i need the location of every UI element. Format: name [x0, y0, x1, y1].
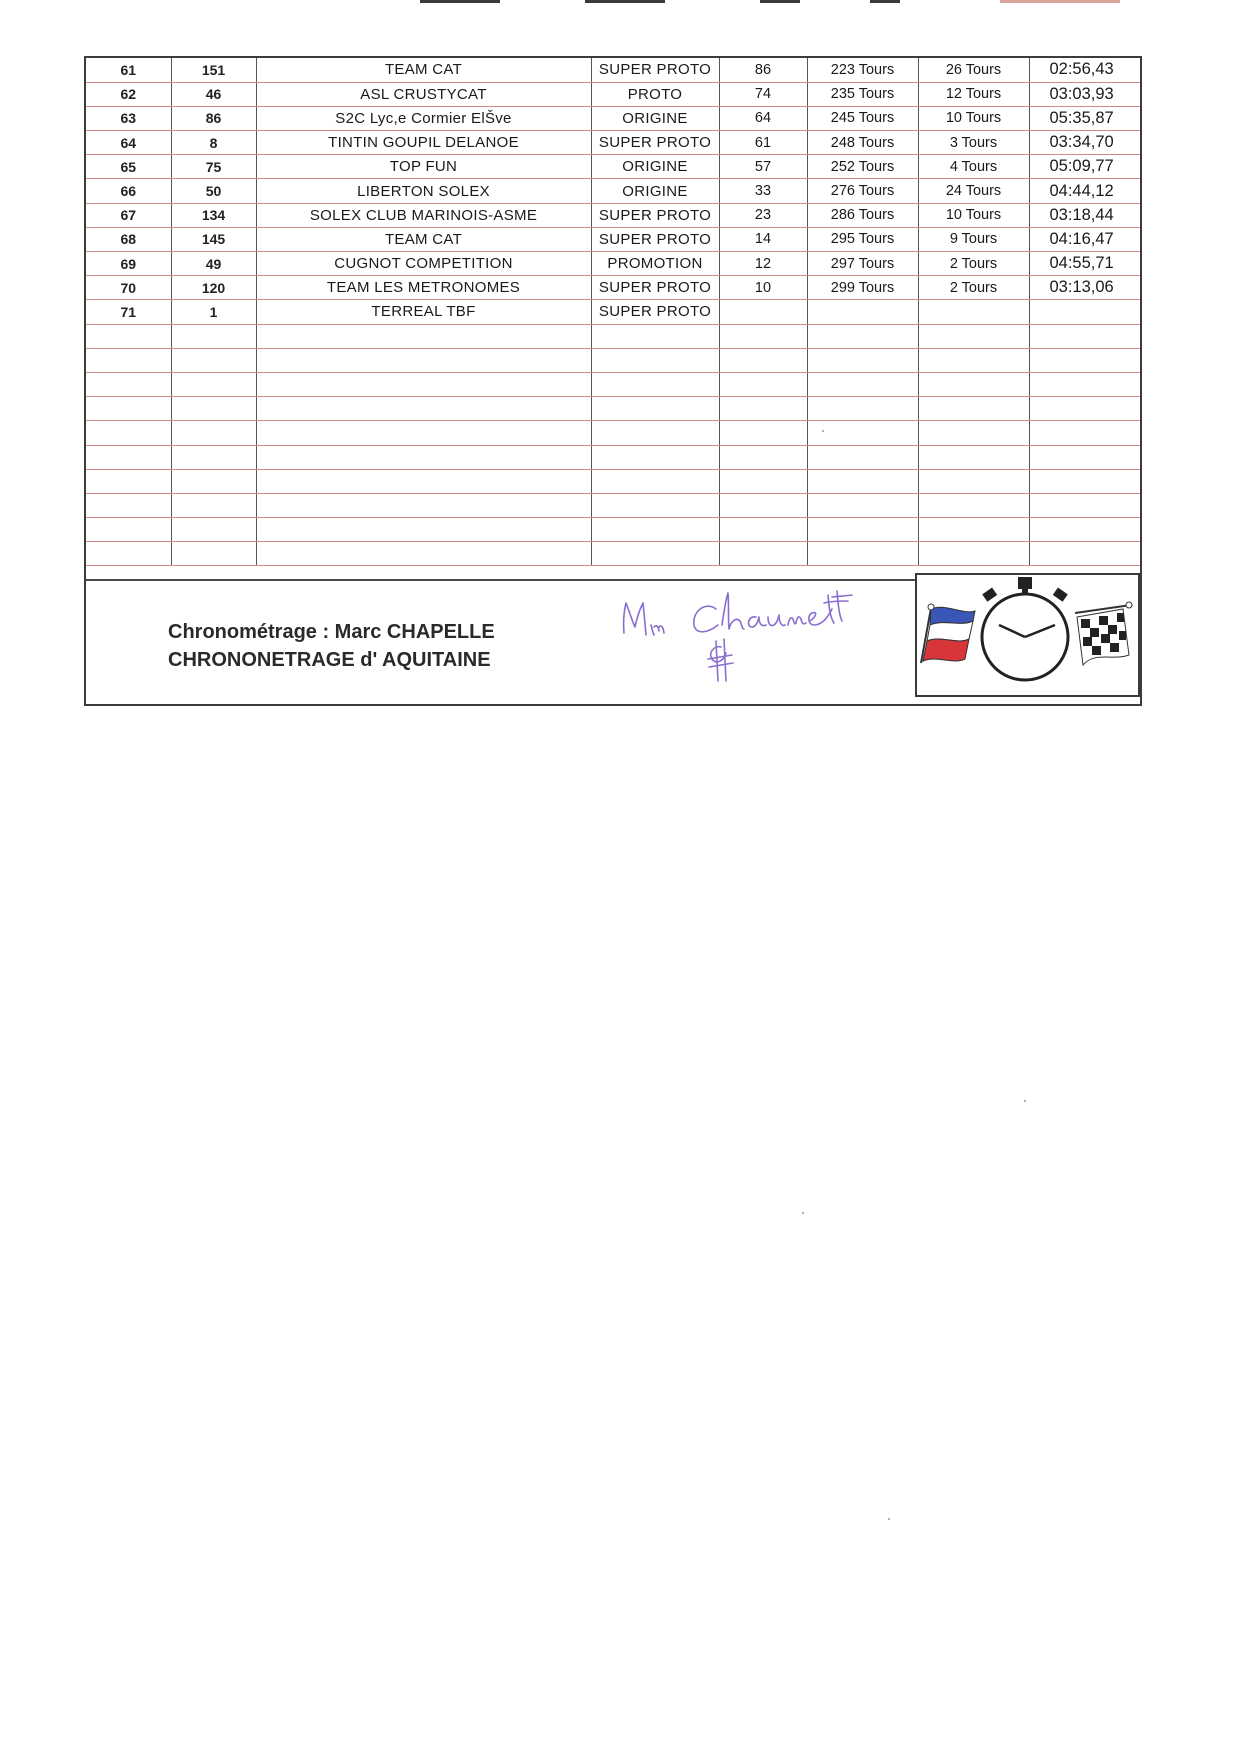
category-cell: SUPER PROTO [591, 203, 719, 227]
team-name-cell: TOP FUN [256, 155, 591, 179]
position-cell [86, 397, 171, 421]
table-footer [86, 579, 1140, 704]
gap-cell [918, 493, 1029, 517]
best-time-cell: 02:56,43 [1029, 58, 1140, 82]
best-time-cell: 04:55,71 [1029, 252, 1140, 276]
position-cell: 63 [86, 106, 171, 130]
scan-edge-mark [1000, 0, 1120, 3]
gap-cell: 4 Tours [918, 155, 1029, 179]
race-number-cell [171, 542, 256, 566]
empty-table-row [86, 445, 1140, 469]
laps-done-cell: 14 [719, 227, 807, 251]
laps-total-cell [807, 300, 918, 324]
laps-done-cell [719, 493, 807, 517]
category-cell: SUPER PROTO [591, 276, 719, 300]
gap-cell [918, 348, 1029, 372]
best-time-cell [1029, 421, 1140, 445]
best-time-cell: 05:35,87 [1029, 106, 1140, 130]
laps-total-cell: 248 Tours [807, 131, 918, 155]
race-number-cell [171, 372, 256, 396]
category-cell [591, 421, 719, 445]
team-name-cell: TEAM CAT [256, 227, 591, 251]
empty-table-row [86, 372, 1140, 396]
table-row [86, 227, 1140, 251]
race-number-cell: 86 [171, 106, 256, 130]
race-number-cell [171, 421, 256, 445]
empty-table-row [86, 542, 1140, 566]
gap-cell: 10 Tours [918, 106, 1029, 130]
category-cell [591, 324, 719, 348]
best-time-cell [1029, 324, 1140, 348]
laps-total-cell: 223 Tours [807, 58, 918, 82]
gap-cell: 2 Tours [918, 276, 1029, 300]
laps-total-cell [807, 493, 918, 517]
laps-total-cell: 286 Tours [807, 203, 918, 227]
team-name-cell: S2C Lyc,e Cormier ElŠve [256, 106, 591, 130]
team-name-cell: TERREAL TBF [256, 300, 591, 324]
checkered-flag-icon [1075, 602, 1132, 665]
team-name-cell: TINTIN GOUPIL DELANOE [256, 131, 591, 155]
team-name-cell: TEAM CAT [256, 58, 591, 82]
race-number-cell [171, 493, 256, 517]
team-name-cell: SOLEX CLUB MARINOIS-ASME [256, 203, 591, 227]
scan-edge-mark [420, 0, 500, 3]
scan-edge-mark [760, 0, 800, 3]
table-row [86, 106, 1140, 130]
results-table [84, 56, 1142, 706]
laps-total-cell: 235 Tours [807, 82, 918, 106]
gap-cell: 3 Tours [918, 131, 1029, 155]
race-number-cell [171, 469, 256, 493]
category-cell: ORIGINE [591, 155, 719, 179]
position-cell [86, 445, 171, 469]
gap-cell [918, 421, 1029, 445]
table-row [86, 300, 1140, 324]
team-name-cell [256, 421, 591, 445]
scan-edge-mark [585, 0, 665, 3]
position-cell: 66 [86, 179, 171, 203]
race-number-cell: 46 [171, 82, 256, 106]
team-name-cell: LIBERTON SOLEX [256, 179, 591, 203]
gap-cell [918, 469, 1029, 493]
team-name-cell: TEAM LES METRONOMES [256, 276, 591, 300]
position-cell: 67 [86, 203, 171, 227]
position-cell [86, 493, 171, 517]
gap-cell: 9 Tours [918, 227, 1029, 251]
race-number-cell: 75 [171, 155, 256, 179]
team-name-cell [256, 324, 591, 348]
gap-cell [918, 324, 1029, 348]
category-cell: SUPER PROTO [591, 227, 719, 251]
results-grid [86, 58, 1140, 566]
timing-company: CHRONONETRAGE d' AQUITAINE [168, 649, 491, 671]
gap-cell [918, 372, 1029, 396]
best-time-cell [1029, 542, 1140, 566]
laps-done-cell [719, 372, 807, 396]
laps-done-cell: 64 [719, 106, 807, 130]
race-number-cell: 120 [171, 276, 256, 300]
laps-done-cell [719, 445, 807, 469]
table-row [86, 203, 1140, 227]
laps-total-cell [807, 445, 918, 469]
laps-total-cell [807, 469, 918, 493]
laps-done-cell: 23 [719, 203, 807, 227]
table-row [86, 252, 1140, 276]
team-name-cell: ASL CRUSTYCAT [256, 82, 591, 106]
category-cell [591, 493, 719, 517]
laps-done-cell [719, 469, 807, 493]
table-row [86, 131, 1140, 155]
timing-logo-box [915, 573, 1140, 697]
gap-cell: 26 Tours [918, 58, 1029, 82]
timing-credit: Chronométrage : Marc CHAPELLE [168, 621, 495, 643]
gap-cell: 10 Tours [918, 203, 1029, 227]
empty-table-row [86, 348, 1140, 372]
position-cell: 61 [86, 58, 171, 82]
laps-done-cell [719, 542, 807, 566]
team-name-cell [256, 542, 591, 566]
gap-cell [918, 397, 1029, 421]
laps-done-cell: 74 [719, 82, 807, 106]
race-number-cell [171, 397, 256, 421]
category-cell [591, 372, 719, 396]
empty-table-row [86, 493, 1140, 517]
position-cell: 71 [86, 300, 171, 324]
empty-table-row [86, 421, 1140, 445]
race-number-cell: 134 [171, 203, 256, 227]
team-name-cell [256, 469, 591, 493]
best-time-cell [1029, 397, 1140, 421]
scan-speck [888, 1518, 890, 1520]
laps-total-cell [807, 518, 918, 542]
best-time-cell [1029, 518, 1140, 542]
team-name-cell [256, 372, 591, 396]
category-cell: SUPER PROTO [591, 58, 719, 82]
category-cell [591, 445, 719, 469]
empty-table-row [86, 469, 1140, 493]
table-row [86, 179, 1140, 203]
category-cell: ORIGINE [591, 106, 719, 130]
category-cell: PROTO [591, 82, 719, 106]
position-cell [86, 542, 171, 566]
race-number-cell: 49 [171, 252, 256, 276]
laps-total-cell [807, 324, 918, 348]
empty-table-row [86, 324, 1140, 348]
laps-total-cell: 299 Tours [807, 276, 918, 300]
best-time-cell: 03:13,06 [1029, 276, 1140, 300]
laps-done-cell: 57 [719, 155, 807, 179]
gap-cell [918, 518, 1029, 542]
gap-cell [918, 300, 1029, 324]
table-row [86, 58, 1140, 82]
position-cell: 70 [86, 276, 171, 300]
scan-edge-mark [870, 0, 900, 3]
laps-total-cell [807, 348, 918, 372]
position-cell [86, 421, 171, 445]
laps-done-cell [719, 518, 807, 542]
gap-cell: 12 Tours [918, 82, 1029, 106]
category-cell [591, 469, 719, 493]
gap-cell: 24 Tours [918, 179, 1029, 203]
table-row [86, 276, 1140, 300]
category-cell [591, 348, 719, 372]
laps-total-cell [807, 397, 918, 421]
laps-done-cell: 61 [719, 131, 807, 155]
gap-cell [918, 542, 1029, 566]
best-time-cell [1029, 348, 1140, 372]
best-time-cell: 05:09,77 [1029, 155, 1140, 179]
category-cell: ORIGINE [591, 179, 719, 203]
best-time-cell: 04:44,12 [1029, 179, 1140, 203]
race-number-cell: 50 [171, 179, 256, 203]
race-number-cell: 145 [171, 227, 256, 251]
best-time-cell [1029, 372, 1140, 396]
team-name-cell: CUGNOT COMPETITION [256, 252, 591, 276]
team-name-cell [256, 445, 591, 469]
best-time-cell: 04:16,47 [1029, 227, 1140, 251]
position-cell: 69 [86, 252, 171, 276]
laps-done-cell [719, 300, 807, 324]
laps-done-cell [719, 397, 807, 421]
position-cell: 64 [86, 131, 171, 155]
position-cell [86, 348, 171, 372]
laps-total-cell: 252 Tours [807, 155, 918, 179]
gap-cell [918, 445, 1029, 469]
team-name-cell [256, 397, 591, 421]
category-cell: PROMOTION [591, 252, 719, 276]
best-time-cell [1029, 469, 1140, 493]
laps-done-cell: 86 [719, 58, 807, 82]
category-cell: SUPER PROTO [591, 300, 719, 324]
gap-cell: 2 Tours [918, 252, 1029, 276]
race-number-cell [171, 518, 256, 542]
best-time-cell: 03:18,44 [1029, 203, 1140, 227]
laps-total-cell [807, 542, 918, 566]
laps-done-cell [719, 324, 807, 348]
laps-done-cell [719, 421, 807, 445]
stopwatch-icon [982, 577, 1068, 680]
stopwatch-flags-logo [917, 575, 1138, 695]
scan-speck [802, 1212, 804, 1214]
laps-total-cell: 297 Tours [807, 252, 918, 276]
position-cell [86, 469, 171, 493]
team-name-cell [256, 348, 591, 372]
best-time-cell [1029, 300, 1140, 324]
race-number-cell: 8 [171, 131, 256, 155]
scan-speck [1024, 1100, 1026, 1102]
best-time-cell: 03:03,93 [1029, 82, 1140, 106]
team-name-cell [256, 518, 591, 542]
team-name-cell [256, 493, 591, 517]
race-number-cell: 151 [171, 58, 256, 82]
laps-done-cell [719, 348, 807, 372]
handwritten-signature [596, 581, 856, 691]
empty-table-row [86, 397, 1140, 421]
position-cell [86, 324, 171, 348]
empty-table-row [86, 518, 1140, 542]
french-flag-icon [921, 604, 975, 663]
best-time-cell [1029, 493, 1140, 517]
scan-speck [822, 430, 824, 432]
category-cell: SUPER PROTO [591, 131, 719, 155]
best-time-cell [1029, 445, 1140, 469]
category-cell [591, 542, 719, 566]
best-time-cell: 03:34,70 [1029, 131, 1140, 155]
table-row [86, 155, 1140, 179]
laps-total-cell: 276 Tours [807, 179, 918, 203]
laps-total-cell: 245 Tours [807, 106, 918, 130]
position-cell: 65 [86, 155, 171, 179]
category-cell [591, 397, 719, 421]
position-cell: 68 [86, 227, 171, 251]
position-cell [86, 372, 171, 396]
race-number-cell [171, 324, 256, 348]
laps-total-cell [807, 372, 918, 396]
race-number-cell: 1 [171, 300, 256, 324]
race-number-cell [171, 348, 256, 372]
position-cell: 62 [86, 82, 171, 106]
category-cell [591, 518, 719, 542]
race-number-cell [171, 445, 256, 469]
laps-total-cell [807, 421, 918, 445]
laps-done-cell: 33 [719, 179, 807, 203]
position-cell [86, 518, 171, 542]
table-row [86, 82, 1140, 106]
results-body [86, 58, 1140, 566]
laps-done-cell: 12 [719, 252, 807, 276]
laps-done-cell: 10 [719, 276, 807, 300]
laps-total-cell: 295 Tours [807, 227, 918, 251]
